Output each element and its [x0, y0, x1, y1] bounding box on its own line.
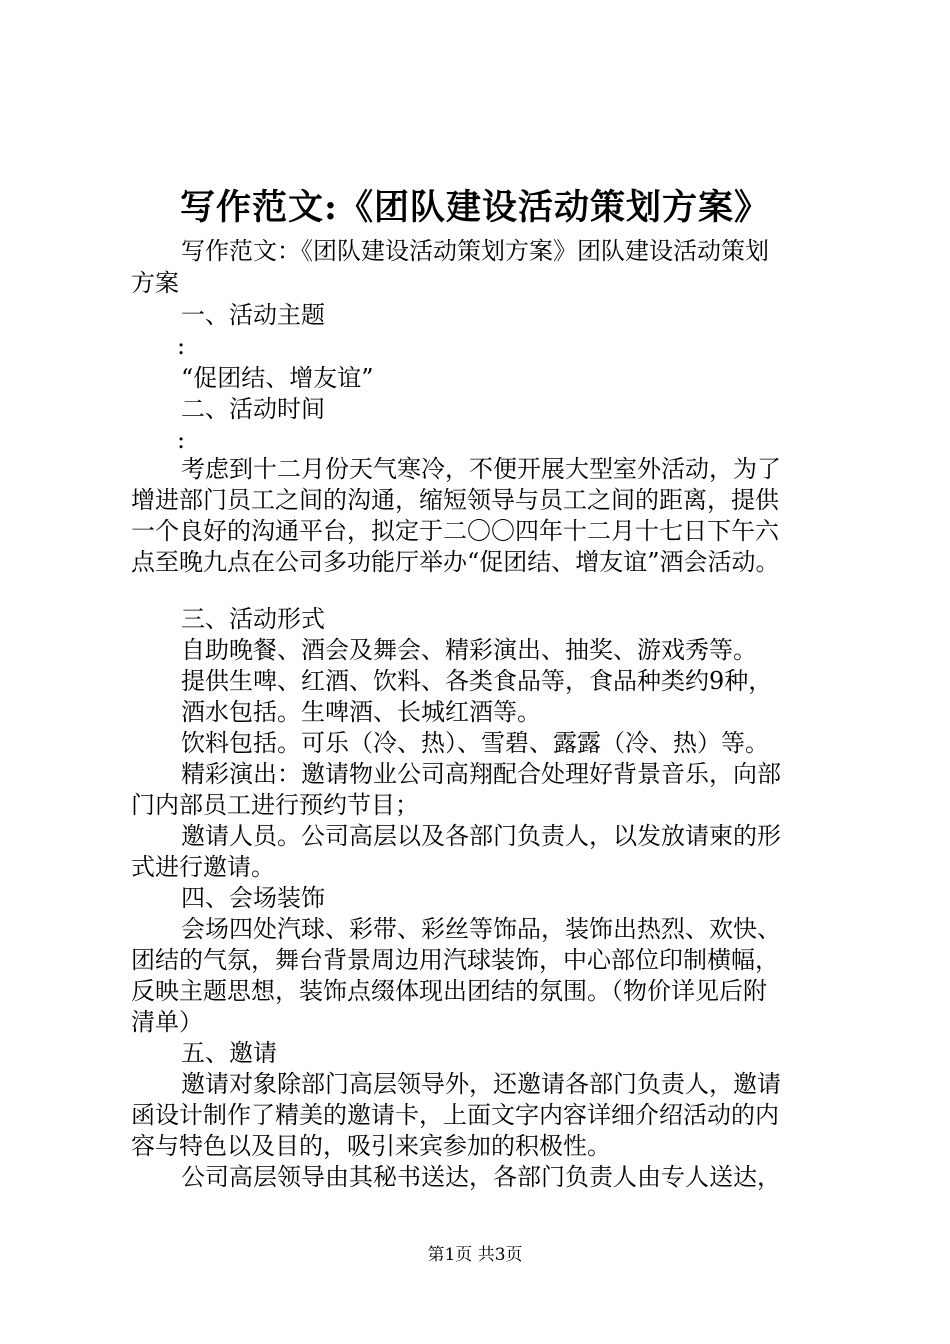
- time-paragraph-line: 增进部门员工之间的沟通，缩短领导与员工之间的距离，提供: [131, 486, 779, 514]
- body-line-intro-cont: 方案: [131, 269, 179, 297]
- invite-line: 公司高层领导由其秘书送达，各部门负责人由专人送达，: [181, 1163, 781, 1191]
- colon-mark: :: [177, 426, 186, 454]
- section-heading-invite: 五、邀请: [181, 1039, 277, 1067]
- decoration-line: 清单）: [131, 1008, 203, 1036]
- format-line: 提供生啤、红酒、饮料、各类食品等，食品种类约9种，: [181, 667, 773, 695]
- page-footer: 第1页 共3页: [427, 1245, 523, 1265]
- time-paragraph-line: 一个良好的沟通平台，拟定于二〇〇四年十二月十七日下午六: [131, 517, 779, 545]
- format-line: 邀请人员。公司高层以及各部门负责人，以发放请柬的形: [181, 822, 781, 850]
- section-heading-theme: 一、活动主题: [181, 301, 325, 329]
- format-line: 饮料包括。可乐（冷、热）、雪碧、露露（冷、热）等。: [181, 729, 769, 757]
- format-line: 式进行邀请。: [131, 853, 275, 881]
- decoration-line: 会场四处汽球、彩带、彩丝等饰品，装饰出热烈、欢快、: [181, 915, 781, 943]
- invite-line: 邀请对象除部门高层领导外，还邀请各部门负责人，邀请: [181, 1070, 781, 1098]
- body-line-intro: 写作范文：《团队建设活动策划方案》团队建设活动策划: [181, 237, 769, 265]
- section-heading-time: 二、活动时间: [181, 395, 325, 423]
- time-paragraph-line: 点至晚九点在公司多功能厅举办“促团结、增友谊”酒会活动。: [131, 548, 780, 576]
- document-title: 写作范文:《团队建设活动策划方案》: [180, 187, 770, 228]
- format-line: 酒水包括。生啤酒、长城红酒等。: [181, 698, 541, 726]
- format-line: 精彩演出：邀请物业公司高翔配合处理好背景音乐，向部: [181, 760, 781, 788]
- format-line: 自助晚餐、酒会及舞会、精彩演出、抽奖、游戏秀等。: [181, 636, 757, 664]
- invite-line: 函设计制作了精美的邀请卡，上面文字内容详细介绍活动的内: [131, 1101, 779, 1129]
- theme-slogan: “促团结、增友谊”: [181, 364, 374, 392]
- decoration-line: 团结的气氛，舞台背景周边用汽球装饰，中心部位印制横幅，: [131, 946, 779, 974]
- colon-mark: :: [177, 332, 186, 360]
- invite-line: 容与特色以及目的，吸引来宾参加的积极性。: [131, 1132, 611, 1160]
- time-paragraph-line: 考虑到十二月份天气寒冷，不便开展大型室外活动，为了: [181, 455, 781, 483]
- section-heading-decoration: 四、会场装饰: [181, 884, 325, 912]
- decoration-line: 反映主题思想，装饰点缀体现出团结的氛围。（物价详见后附: [131, 977, 767, 1005]
- format-line: 门内部员工进行预约节目；: [131, 791, 419, 819]
- section-heading-format: 三、活动形式: [181, 605, 325, 633]
